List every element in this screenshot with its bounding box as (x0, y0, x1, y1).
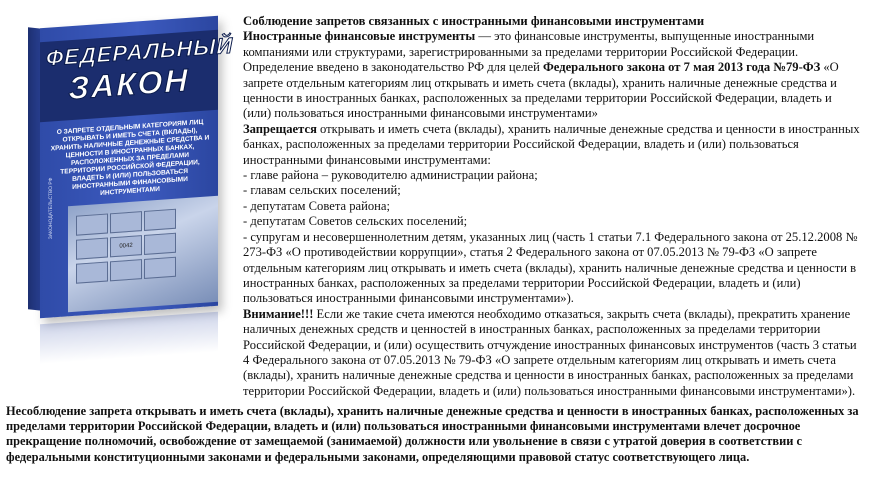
attention-paragraph (243, 307, 863, 399)
law-book-image (22, 18, 237, 368)
bank-vault-photo (68, 196, 218, 312)
book-cover (40, 16, 234, 318)
definition-term: Иностранные финансовые инструменты (243, 29, 476, 44)
box-number: 0042 (110, 235, 142, 257)
list-item: - депутатам Советов сельских поселений; (243, 214, 468, 229)
attention-text: Если же такие счета имеются необходимо отказаться, закрыть счета (вклады), прекратить хранение наличных денежных средств и ценностей в иностранных банках, расположенных за пределами территории Российской Федерации, и (или) осуществить отчуждение иностранных финансовых инструментов (часть 3 статьи 4 Федерального закона от 07.05.2013 № 79-ФЗ «О запрете отдельным категориям лиц открывать и иметь счета (вклады), хранить наличные денежные средства и ценности в иностранных банках, расположенных за пределами территории Российской Федерации, владеть и (или) пользоваться иностранными финансовыми инструментами»). (243, 306, 857, 398)
list-item: - главам сельских поселений; (243, 183, 401, 198)
book-title-line1: ФЕДЕРАЛЬНЫЙ (46, 32, 234, 71)
list-item: - главе района – руководителю администрации района; (243, 168, 538, 183)
attention-term: Внимание!!! (243, 306, 314, 321)
book-title-line2: ЗАКОН (68, 61, 190, 107)
book-publisher: ЗАКОНОДАТЕЛЬСТВО РФ (48, 177, 54, 240)
footer-warning: Несоблюдение запрета открывать и иметь счета (вклады), хранить наличные денежные средства и ценности в иностранных банках, расположенных за пределами территории Российской Федерации, владеть и (или) пользоваться иностранными финансовыми инструментами влечет досрочное прекращение полномочий, освобождение от замещаемой (занимаемой) должности или увольнение в связи с утратой доверия в соответствии с федеральными конституционными законами и федеральными законами, определяющими правовой статус соответствующего лица. (6, 404, 859, 464)
definition-law: Федерального закона от 7 мая 2013 года №79-ФЗ (542, 60, 821, 75)
definition-text: — это финансовые инструменты, выпущенные иностранными компаниями или структурами, зарегистрированными за пределами территории Российской Федерации. Определение введено в законодательство РФ для целей (243, 29, 815, 75)
prohibited-text: открывать и иметь счета (вклады), хранить наличные денежные средства и ценности в иностранных банках, расположенных за пределами территории Российской Федерации, владеть и (или) пользоваться иностранными финансовыми инструментами: (243, 121, 860, 167)
definition-law-name: «О запрете отдельным категориям лиц открывать и иметь счета (вклады), хранить наличные денежные средства и ценности в иностранных банках, расположенных за пределами территории Российской Федерации, владеть и (или) пользоваться иностранными финансовыми инструментами» (243, 60, 839, 121)
list-item: - супругам и несовершеннолетним детям, указанных лиц (часть 1 статьи 7.1 Федерального закона от 25.12.2008 № 273-ФЗ «О противодействии коррупции», статья 2 Федерального закона от 07.05.2013 № 79-ФЗ «О запрете отдельным категориям лиц открывать и иметь счета (вклады), хранить наличные денежные средства и ценности в иностранных банках, расположенных за пределами территории Российской Федерации, владеть и (или) пользоваться иностранными финансовыми инструментами»). (243, 229, 858, 306)
article-title: Соблюдение запретов связанных с иностранными финансовыми инструментами (243, 14, 705, 28)
prohibited-term: Запрещается (243, 121, 317, 136)
definition-paragraph (243, 29, 863, 121)
article-body (243, 14, 863, 399)
book-subtitle: О ЗАПРЕТЕ ОТДЕЛЬНЫМ КАТЕГОРИЯМ ЛИЦ ОТКРЫВАТЬ И ИМЕТЬ СЧЕТА (ВКЛАДЫ), ХРАНИТЬ НАЛИЧНЫЕ ДЕНЕЖНЫЕ СРЕДСТВА И ЦЕННОСТИ В ИНОСТРАННЫХ БАНКАХ, РАСПОЛОЖЕННЫХ ЗА ПРЕДЕЛАМИ ТЕРРИТОРИИ РОССИЙСКОЙ ФЕДЕРАЦИИ, ВЛАДЕТЬ И (ИЛИ) ПОЛЬЗОВАТЬСЯ ИНОСТРАННЫМИ ФИНАНСОВЫМИ ИНСТРУМЕНТАМИ (50, 118, 210, 198)
prohibited-paragraph (243, 122, 863, 168)
list-item: - депутатам Совета района; (243, 198, 390, 213)
book-reflection (40, 312, 218, 364)
